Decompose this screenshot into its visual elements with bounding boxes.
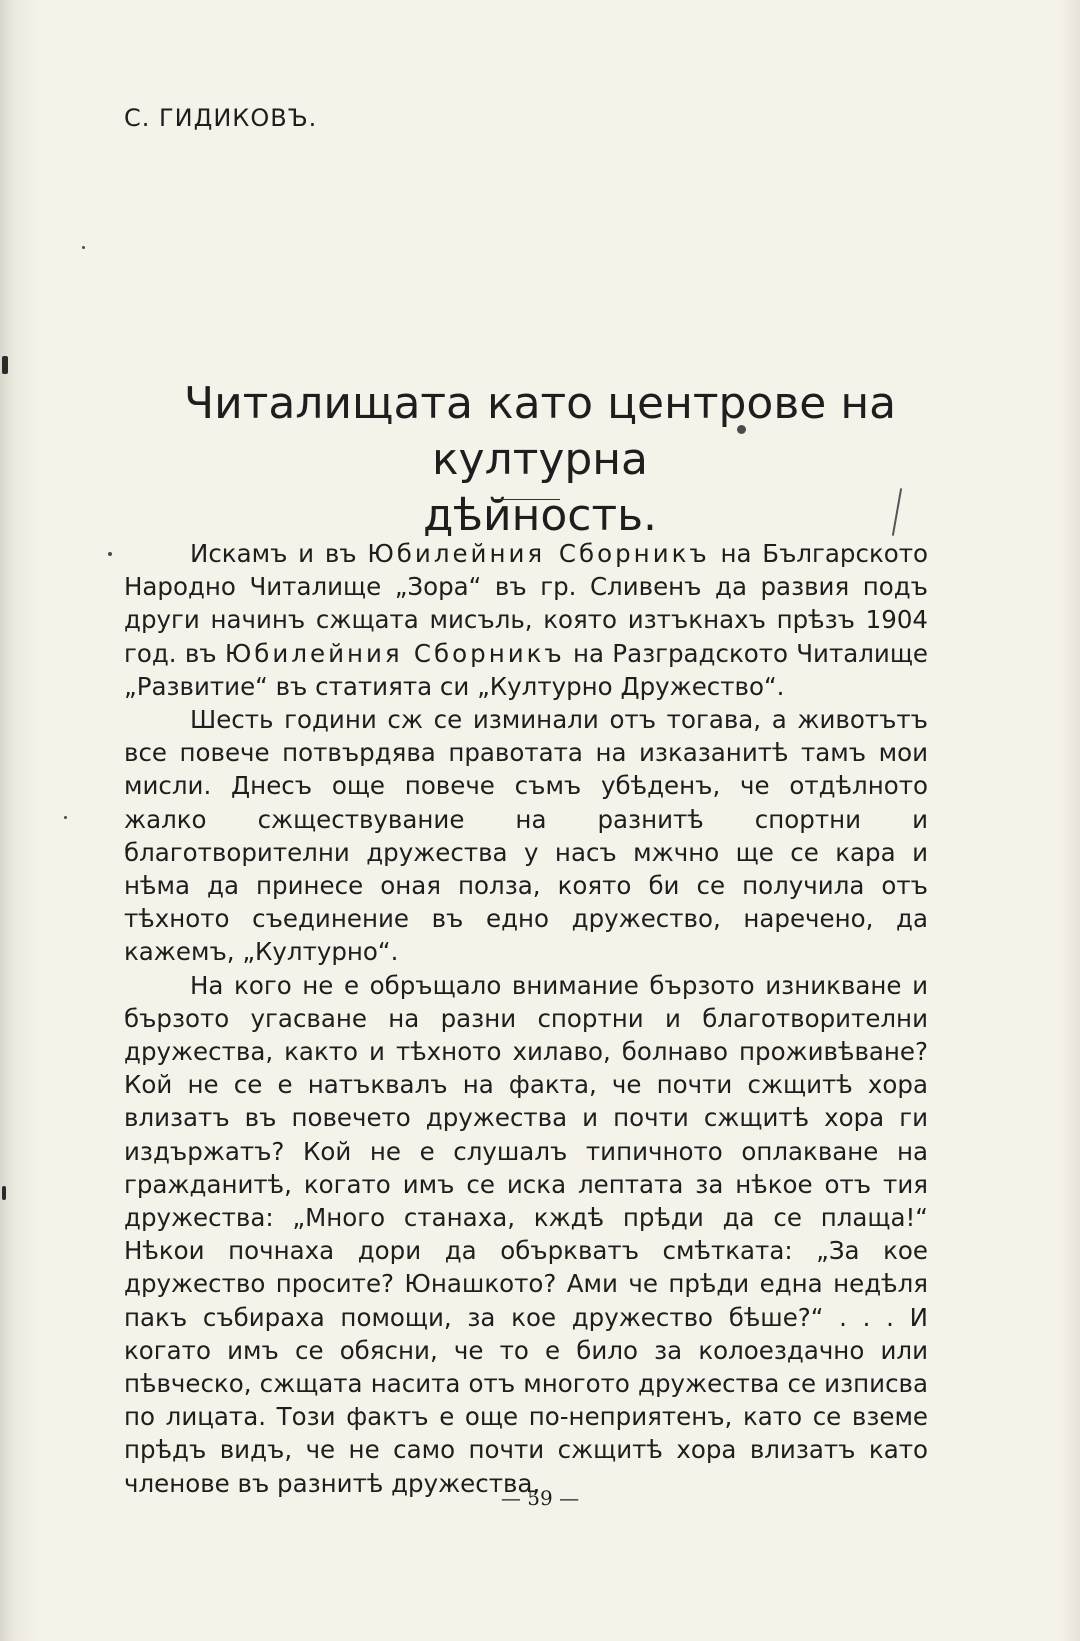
paragraph-1: Искамъ и въ Юбилейния Сборникъ на Българското Народно Читалище „Зора“ въ гр. Сливенъ да развия подъ други начинъ сжщата мисъль, която изтъкнахъ прѣзъ 1904 год. въ Юбилейния Сборникъ на Разградското Читалище „Развитие“ въ статията си „Културно Дружество“. — [124, 539, 929, 701]
paper-speck — [82, 246, 85, 249]
paper-speck — [108, 552, 112, 556]
title-line-1: Читалищата като центрове на културна — [183, 378, 897, 485]
paper-speck — [64, 816, 67, 819]
title-line-2: дѣйность. — [422, 490, 657, 541]
title-divider — [492, 499, 560, 500]
paragraph-3: На кого не е обръщало внимание бързото изникване и бързото угасване на разни спортни и благотворителни дружества, както и тѣхното хилаво, болнаво проживѣване? Кой не се е натъквалъ на факта, че почти сжщитѣ хора влизатъ въ повечето дружества и почти сжщитѣ хора ги издържатъ? Кой не е слушалъ типичното оплакване на гражданитѣ, когато имъ се иска лептата за нѣкое отъ тия дружества: „Много станаха, кждѣ прѣди да се плаща!“ Нѣкои почнаха дори да объркватъ смѣтката: „За кое дружество просите? Юнашкото? Ами че прѣди една недѣля пакъ събираха помощи, за кое дружество бѣше?“ . . . И когато имъ се обясни, че то е било за колоездачно или пѣвческо, сжщата насита отъ многото дружества се изписва по лицата. Този фактъ е още по-неприятенъ, като се вземе прѣдъ видъ, че не само почти сжщитѣ хора влизатъ като членове въ разнитѣ дружества, — [124, 970, 928, 1498]
article-title — [100, 376, 980, 544]
paragraph-2: Шесть години сж се изминали отъ тогава, а животътъ все повече потвърдява правотата на изказанитѣ тамъ мои мисли. Днесъ още повече съмъ убѣденъ, че отдѣлното жалко сжществувание на разнитѣ спортни и благотворителни дружества у насъ мжчно ще се кара и нѣма да принесе оная полза, която би се получила отъ тѣхното съединение въ едно дружество, наречено, да кажемъ, „Културно“. — [124, 705, 928, 967]
binding-mark — [2, 1186, 6, 1200]
article-body — [124, 537, 928, 1500]
page-number: — 59 — — [500, 1486, 580, 1510]
author-name: С. ГИДИКОВЪ. — [124, 104, 318, 132]
binding-mark — [2, 356, 8, 374]
